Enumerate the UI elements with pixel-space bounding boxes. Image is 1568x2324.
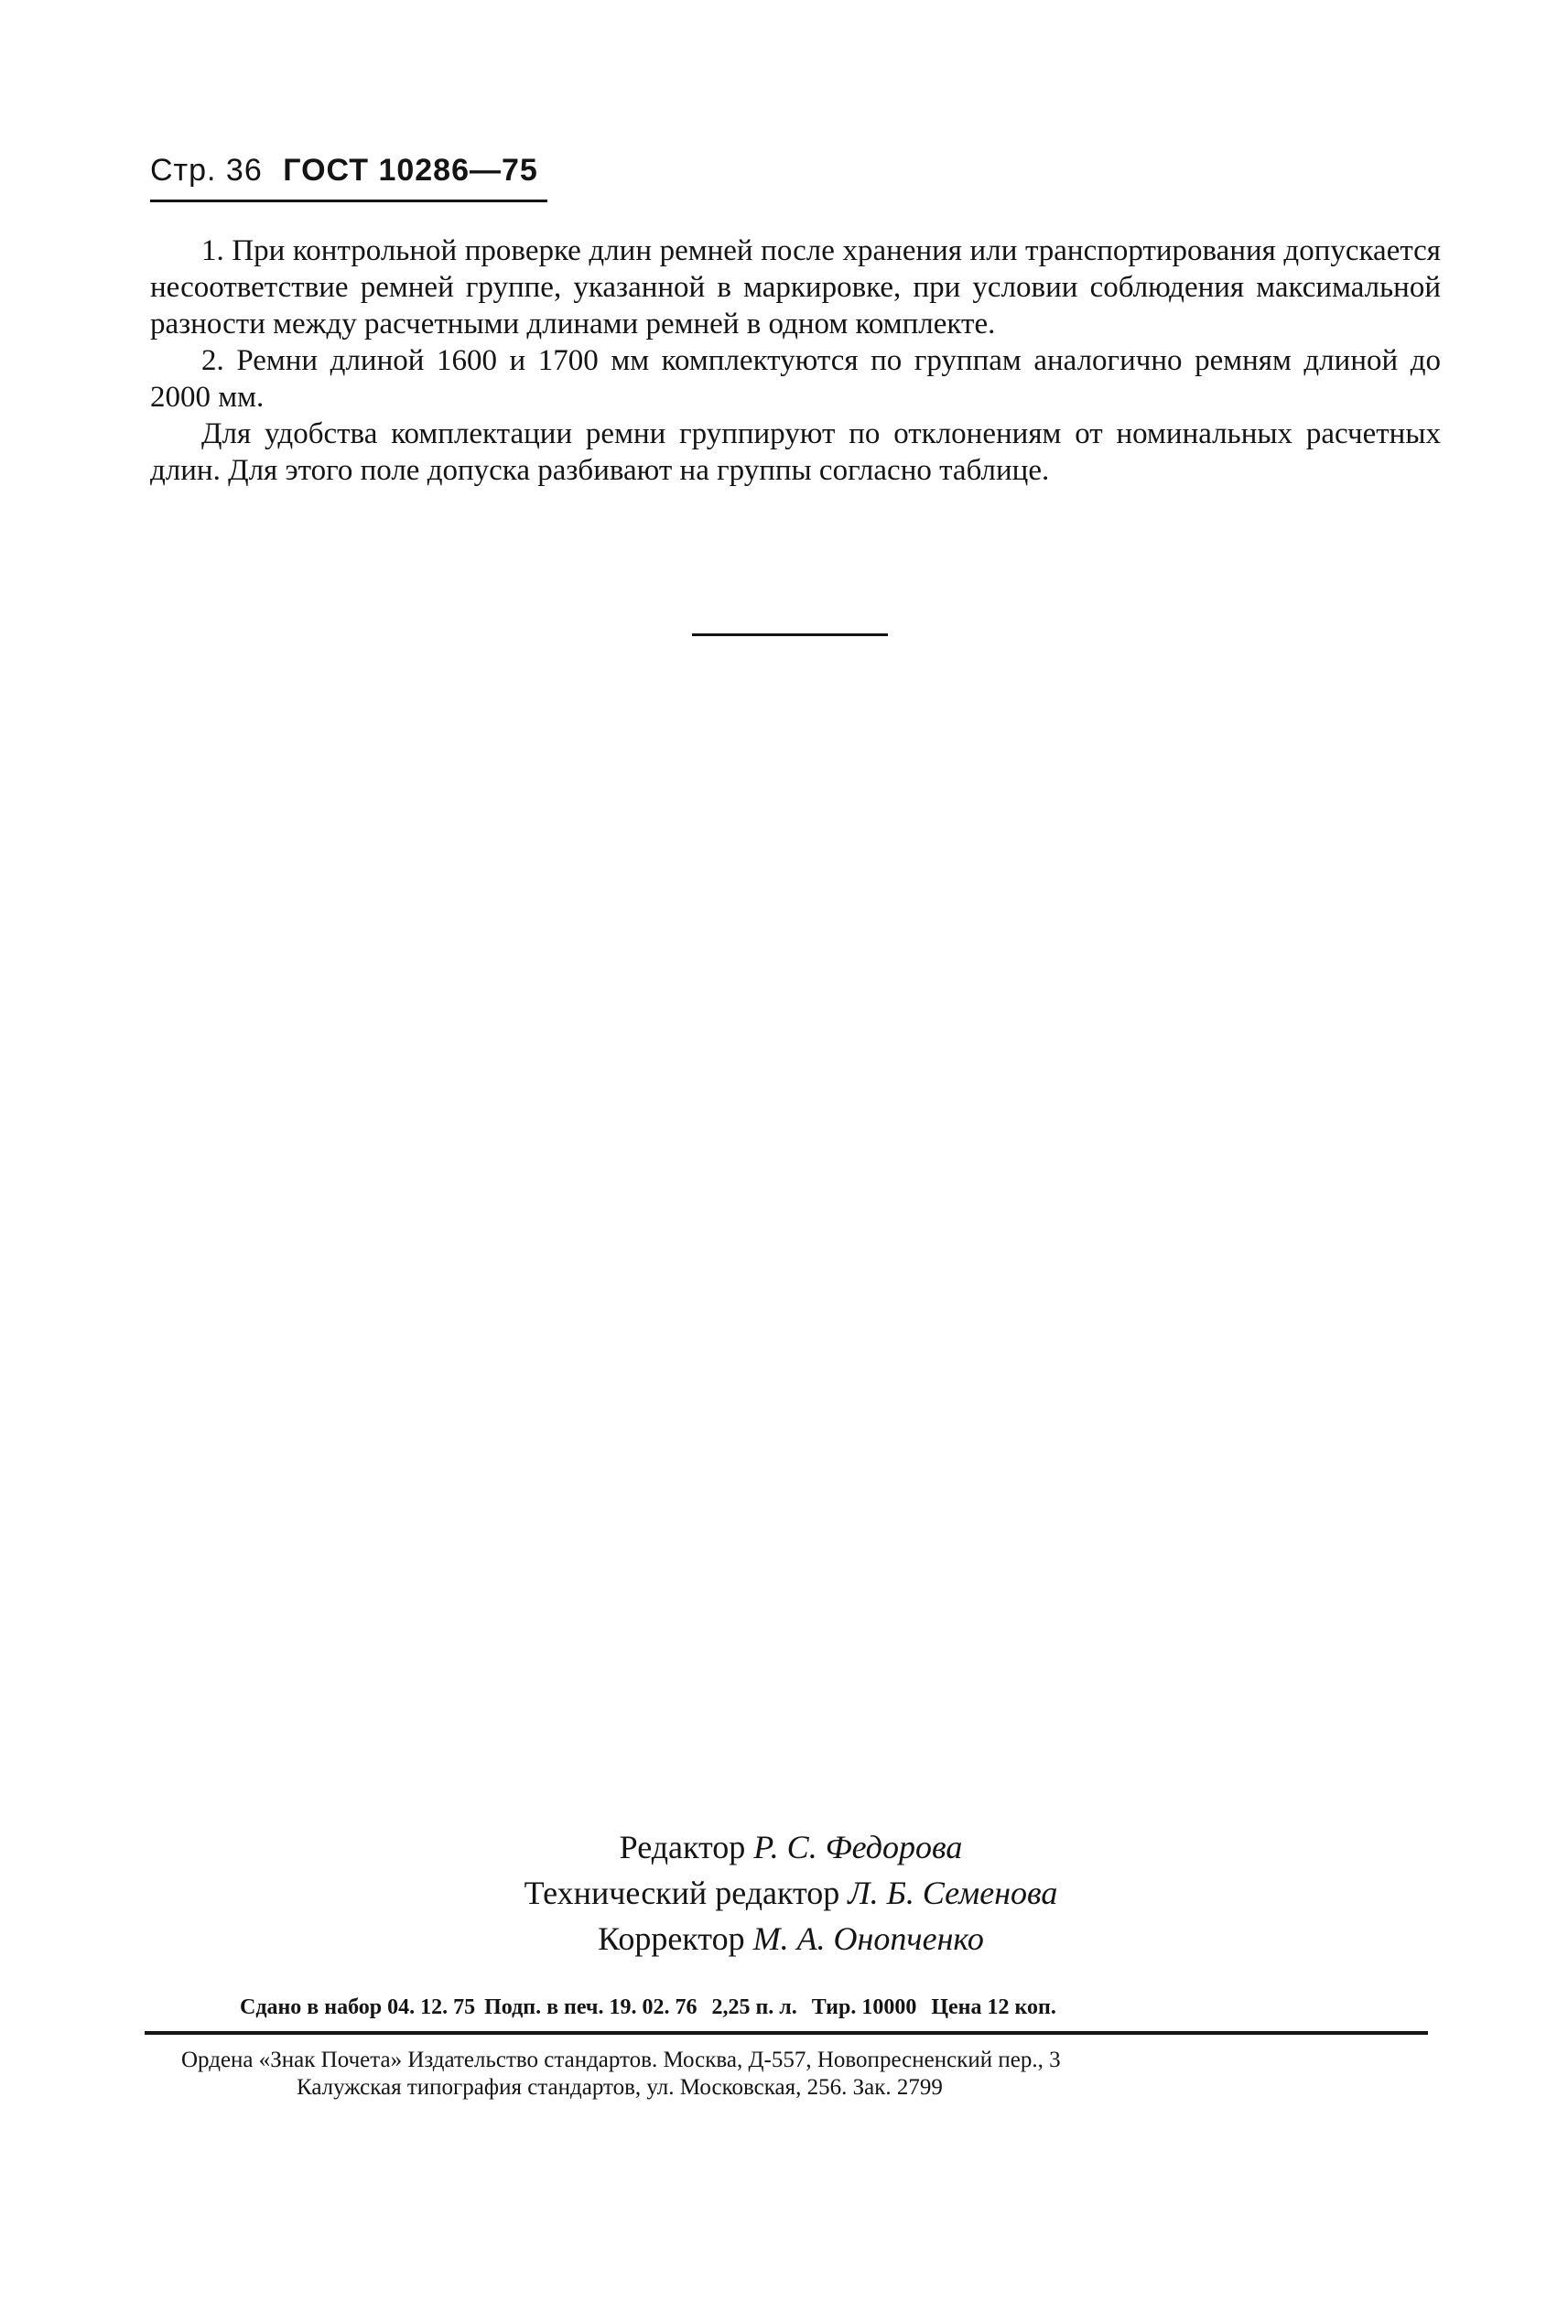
standard-number: ГОСТ 10286—75 — [283, 153, 538, 188]
paragraph-2: 2. Ремни длиной 1600 и 1700 мм комплектуются по группам аналогично ремням длиной до 2000 мм. — [150, 344, 1441, 414]
editor-label: Редактор — [619, 1829, 746, 1865]
signed-date: Подп. в печ. 19. 02. 76 — [484, 1995, 697, 2019]
editor-line — [425, 1824, 1157, 1870]
price: Цена 12 коп. — [931, 1995, 1056, 2019]
paragraph-3: Для удобства комплектации ремни группируют по отклонениям от номинальных расчетных длин. Для этого поле допуска разбивают на группы согласно таблице. — [150, 417, 1441, 487]
paragraph-1: 1. При контрольной проверке длин ремней после хранения или транспортирования допускается несоответствие ремней группе, указанной в маркировке, при условии соблюдения максимальной разности между расчетными длинами ремней в одном комплекте. — [150, 234, 1441, 340]
page-number: Стр. 36 — [150, 153, 263, 188]
corrector-line — [425, 1916, 1157, 1962]
submitted-date: Сдано в набор 04. 12. 75 — [240, 1995, 476, 2019]
imprint-rule — [145, 2031, 1428, 2035]
sheet-count: 2,25 п. л. — [711, 1995, 797, 2019]
publisher-imprint — [181, 2047, 1444, 2102]
editor-name: Р. С. Федорова — [753, 1829, 963, 1865]
circulation: Тир. 10000 — [811, 1995, 917, 2019]
tech-editor-line — [425, 1870, 1157, 1916]
page-header — [150, 152, 538, 189]
corrector-name: М. А. Онопченко — [752, 1920, 984, 1957]
body-text — [150, 232, 1441, 489]
tech-editor-label: Технический редактор — [524, 1875, 840, 1911]
tech-editor-name: Л. Б. Семенова — [848, 1875, 1058, 1911]
section-divider — [692, 633, 888, 636]
publisher-line: Ордена «Знак Почета» Издательство стандартов. Москва, Д-557, Новопресненский пер., 3 — [181, 2048, 1061, 2072]
header-underline — [150, 200, 547, 202]
editorial-credits — [425, 1824, 1157, 1962]
printer-line: Калужская типография стандартов, ул. Московская, 256. Зак. 2799 — [297, 2075, 943, 2100]
print-info — [240, 1994, 1338, 2021]
corrector-label: Корректор — [598, 1920, 745, 1957]
